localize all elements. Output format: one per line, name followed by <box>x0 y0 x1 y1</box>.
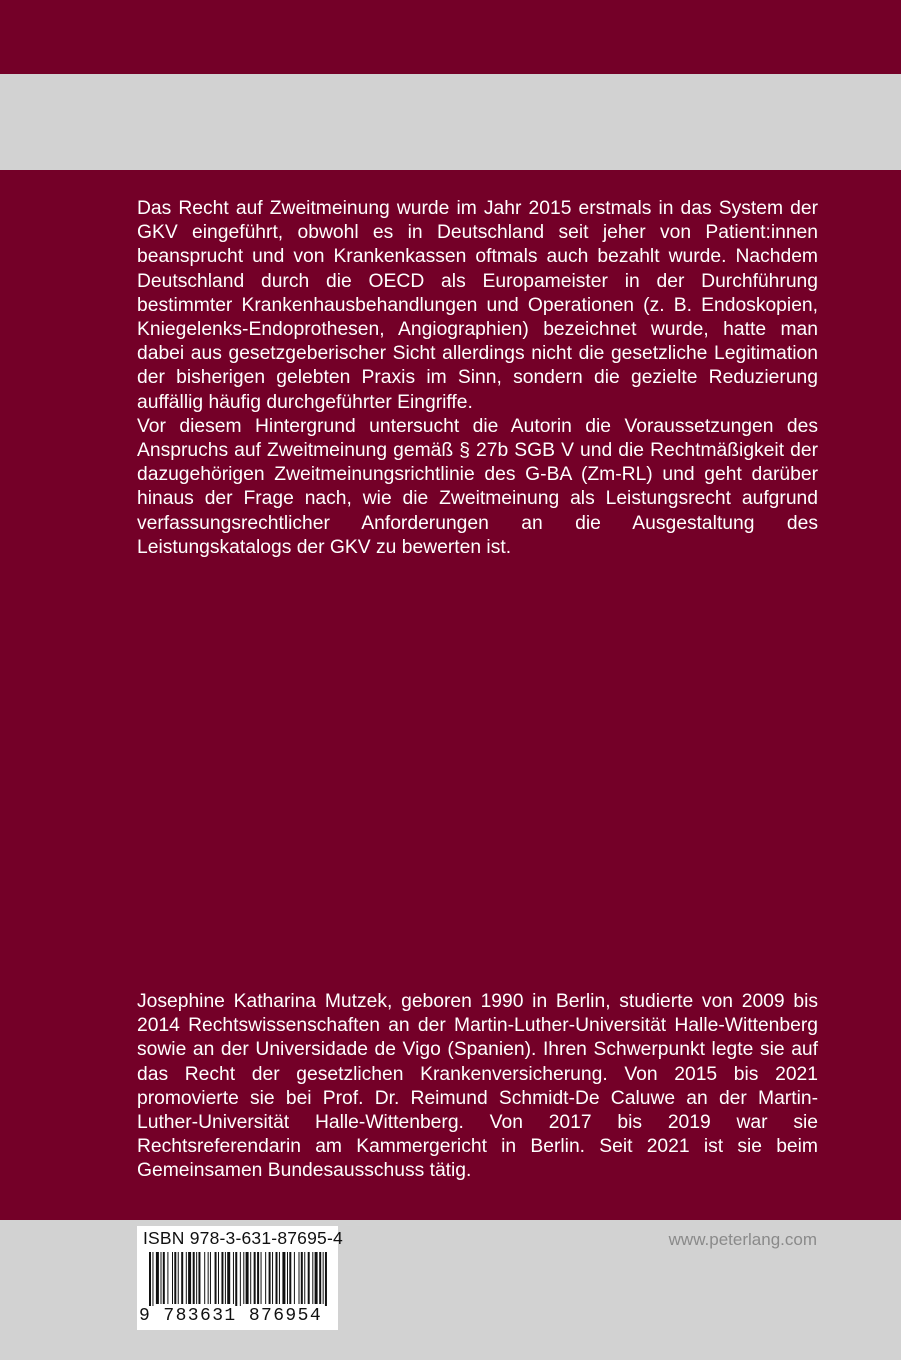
barcode-bar <box>172 1252 173 1304</box>
barcode-bar <box>304 1252 305 1304</box>
barcode-bar <box>289 1252 291 1304</box>
barcode-bar <box>215 1252 217 1304</box>
barcode-bar <box>193 1252 195 1304</box>
barcode-bar <box>301 1252 303 1304</box>
barcode-digits: 9 783631 876954 <box>139 1306 337 1326</box>
barcode-bar <box>167 1252 168 1304</box>
barcode-bar <box>243 1252 244 1304</box>
barcode-bar <box>227 1252 230 1304</box>
barcode-bar <box>265 1252 266 1304</box>
barcode-bar <box>250 1252 251 1304</box>
barcode-bar <box>208 1252 209 1304</box>
blurb-paragraph-2: Vor diesem Hintergrund untersucht die Autorin die Voraussetzungen des Anspruchs auf Zweitmeinung gemäß § 27b SGB V und die Rechtmäßigkeit der dazugehörigen Zweitmeinungsrichtlinie des G-BA (Zm-RL) und geht darüber hinaus der Frage nach, wie die Zweitmeinung als Leistungsrecht aufgrund verfassungsrechtlicher Anforderungen an die Ausgestaltung des Leistungskatalogs der GKV zu bewerten ist. <box>137 415 818 558</box>
barcode-bar <box>282 1252 285 1304</box>
barcode-bar <box>233 1252 234 1304</box>
barcode-bar <box>161 1252 162 1304</box>
barcode-bar <box>181 1252 183 1304</box>
barcode-bar <box>152 1252 153 1308</box>
top-grey-band <box>0 74 901 170</box>
barcode-bar <box>218 1252 219 1304</box>
barcode-bar <box>315 1252 318 1304</box>
barcode-bar <box>269 1252 271 1304</box>
barcode-bar <box>287 1252 288 1304</box>
barcode-bar <box>325 1252 327 1308</box>
barcode-bar <box>240 1252 241 1308</box>
barcode-bar <box>235 1252 237 1308</box>
barcode-bar <box>156 1252 159 1304</box>
barcode-image <box>139 1252 337 1310</box>
author-bio: Josephine Katharina Mutzek, geboren 1990 in Berlin, studierte von 2009 bis 2014 Rechtswissenschaften an der Martin-Luther-Universität Halle-Wittenberg sowie an der Universidade de Vigo (Spanien). Ihren Schwerpunkt legte sie auf das Recht der gesetzlichen Krankenversicherung. Von 2015 bis 2021 promovierte sie bei Prof. Dr. Reimund Schmidt-De Caluwe an der Martin-Luther-Universität Halle-Wittenberg. Von 2017 bis 2019 war sie Rechtsreferendarin am Kammergericht in Berlin. Seit 2021 ist sie beim Gemeinsamen Bundesausschuss tätig. <box>137 991 818 1182</box>
barcode-bar <box>299 1252 300 1304</box>
barcode-bar <box>257 1252 259 1304</box>
barcode-bar <box>196 1252 197 1304</box>
barcode-bar <box>210 1252 211 1304</box>
barcode-bar <box>178 1252 179 1304</box>
barcode-bar <box>204 1252 205 1304</box>
barcode-bar <box>149 1252 151 1308</box>
isbn-label: ISBN 978-3-631-87695-4 <box>143 1228 343 1248</box>
barcode-bar <box>272 1252 273 1304</box>
barcode-bar <box>188 1252 191 1304</box>
barcode-bar <box>276 1252 278 1304</box>
barcode-bar <box>163 1252 165 1304</box>
barcode-bar <box>294 1252 295 1304</box>
barcode-bar <box>323 1252 324 1304</box>
barcode-bar <box>308 1252 310 1304</box>
barcode-bar <box>225 1252 226 1304</box>
barcode-bar <box>221 1252 223 1304</box>
barcode-bar <box>312 1252 313 1304</box>
isbn-barcode <box>137 1226 343 1330</box>
barcode-bar <box>261 1252 262 1304</box>
barcode-bar <box>246 1252 249 1304</box>
barcode-bar <box>186 1252 187 1304</box>
barcode-bar <box>319 1252 321 1304</box>
back-cover-blurb <box>137 197 818 560</box>
barcode-bar <box>254 1252 256 1304</box>
barcode-bar <box>198 1252 200 1304</box>
barcode-bar <box>174 1252 176 1304</box>
blurb-paragraph-1: Das Recht auf Zweitmeinung wurde im Jahr 2015 erstmals in das System der GKV eingeführt, obwohl es in Deutschland seit jeher von Patient:innen beansprucht und von Krankenkassen oftmals auch bezahlt wurde. Nachdem Deutschland durch die OECD als Europameister in der Durchführung bestimmter Krankenhausbehandlungen und Operationen (z. B. Endoskopien, Kniegelenks-Endoprothesen, Angiographien) bezeichnet wurde, hatte man dabei aus gesetzgeberischer Sicht allerdings nicht die gesetzliche Legitimation der bisherigen gelebten Praxis im Sinn, sondern die gezielte Reduzierung auffällig häufig durchgeführter Eingriffe. <box>137 198 818 413</box>
publisher-url[interactable]: www.peterlang.com <box>668 1230 817 1249</box>
barcode-bar <box>279 1252 280 1304</box>
